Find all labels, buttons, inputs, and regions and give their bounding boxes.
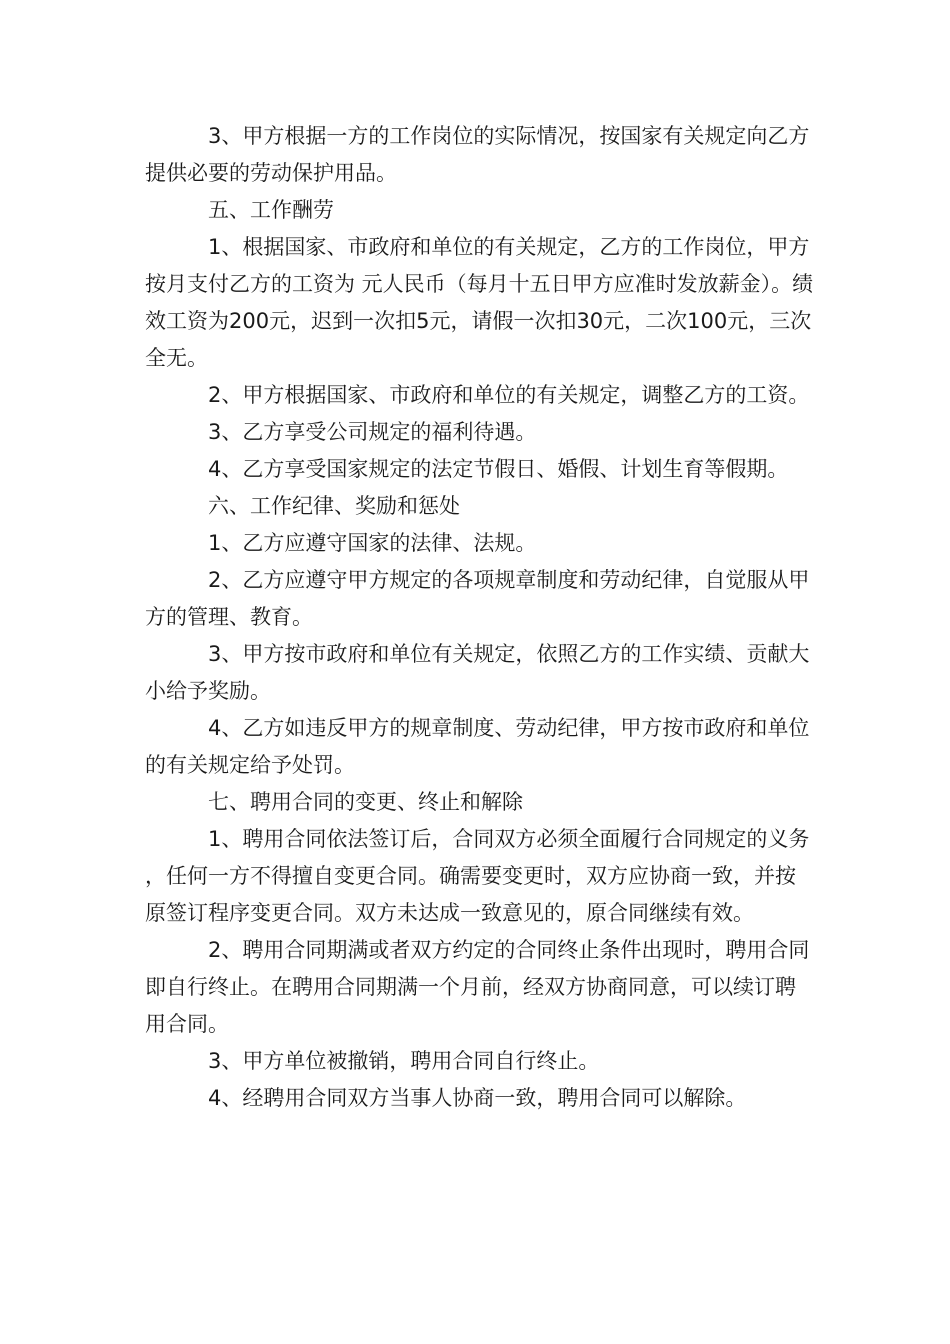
paragraph: 2、聘用合同期满或者双方约定的合同终止条件出现时，聘用合同即自行终止。在聘用合同期满一个月前，经双方协商同意，可以续订聘用合同。 xyxy=(145,938,810,1036)
section-heading: 五、工作酬劳 xyxy=(208,198,334,222)
paragraph: 4、经聘用合同双方当事人协商一致，聘用合同可以解除。 xyxy=(208,1086,747,1110)
section-heading: 七、聘用合同的变更、终止和解除 xyxy=(208,790,523,814)
paragraph: 3、甲方单位被撤销，聘用合同自行终止。 xyxy=(208,1049,600,1073)
paragraph: 1、聘用合同依法签订后，合同双方必须全面履行合同规定的义务，任何一方不得擅自变更合同。确需要变更时，双方应协商一致，并按原签订程序变更合同。双方未达成一致意见的，原合同继续有效。 xyxy=(145,827,810,925)
paragraph: 4、乙方享受国家规定的法定节假日、婚假、计划生育等假期。 xyxy=(208,457,789,481)
paragraph: 1、根据国家、市政府和单位的有关规定，乙方的工作岗位，甲方按月支付乙方的工资为 元人民币（每月十五日甲方应准时发放薪金）。绩效工资为200元，迟到一次扣5元，请假一次扣30元，二次100元，三次全无。 xyxy=(145,235,814,370)
paragraph: 3、甲方按市政府和单位有关规定，依照乙方的工作实绩、贡献大小给予奖励。 xyxy=(145,642,810,703)
paragraph: 4、乙方如违反甲方的规章制度、劳动纪律，甲方按市政府和单位的有关规定给予处罚。 xyxy=(145,716,810,777)
paragraph: 2、甲方根据国家、市政府和单位的有关规定，调整乙方的工资。 xyxy=(208,383,810,407)
paragraph: 3、甲方根据一方的工作岗位的实际情况，按国家有关规定向乙方提供必要的劳动保护用品。 xyxy=(145,124,810,185)
section-heading: 六、工作纪律、奖励和惩处 xyxy=(208,494,460,518)
paragraph: 1、乙方应遵守国家的法律、法规。 xyxy=(208,531,537,555)
document-body xyxy=(145,118,815,1117)
paragraph: 2、乙方应遵守甲方规定的各项规章制度和劳动纪律，自觉服从甲方的管理、教育。 xyxy=(145,568,810,629)
paragraph: 3、乙方享受公司规定的福利待遇。 xyxy=(208,420,537,444)
